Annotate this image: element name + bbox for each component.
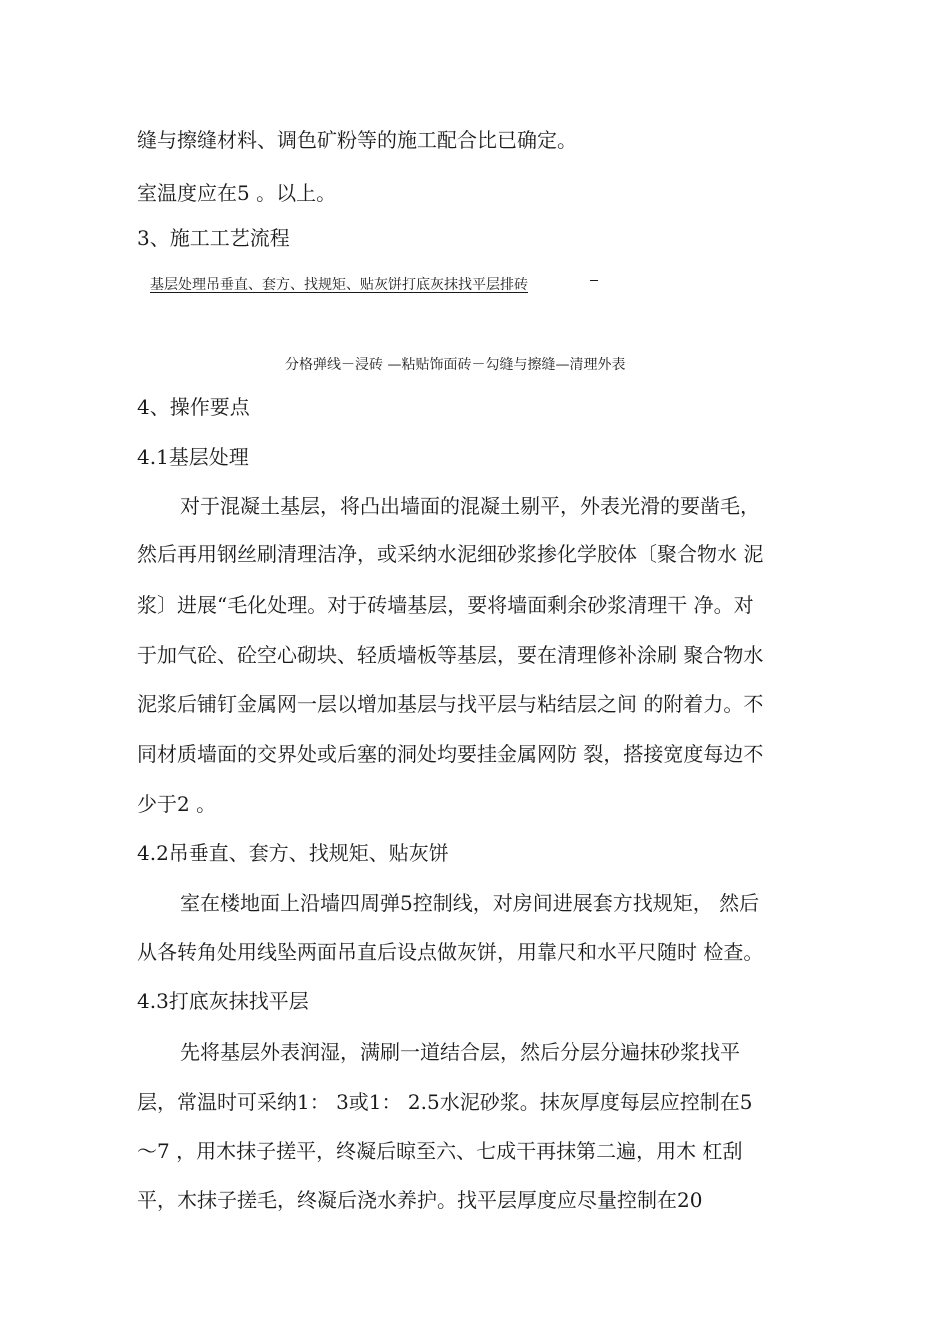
paragraph-line: 然后再用钢丝刷清理洁净，或采纳水泥细砂浆掺化学胶体〔聚合物水 泥 [137,542,764,566]
paragraph-line: 平，木抹子搓毛，终凝后浇水养护。找平层厚度应尽量控制在20 [137,1188,703,1212]
paragraph-line: 泥浆后铺钉金属网一层以增加基层与找平层与粘结层之间 的附着力。不 [137,692,764,716]
text-line: 缝与擦缝材料、调色矿粉等的施工配合比已确定。 [137,128,577,152]
section-heading: 3、施工工艺流程 [137,226,290,250]
subsection-heading: 4.2吊垂直、套方、找规矩、贴灰饼 [137,841,449,865]
process-flow-line-1: 基层处理吊垂直、套方、找规矩、贴灰饼打底灰抹找平层排砖 [150,277,528,293]
paragraph-line: 层，常温时可采纳1： 3或1： 2.5水泥砂浆。抹灰厚度每层应控制在5 [137,1090,753,1114]
paragraph-line: 少于2 。 [137,792,217,816]
paragraph-line: 室在楼地面上沿墙四周弹5控制线，对房间进展套方找规矩， 然后 [180,891,760,915]
section-heading: 4、操作要点 [137,395,250,419]
subsection-heading: 4.3打底灰抹找平层 [137,989,309,1013]
text-line: 室温度应在5 。以上。 [137,181,337,205]
paragraph-line: 同材质墙面的交界处或后塞的洞处均要挂金属网防 裂，搭接宽度每边不 [137,742,764,766]
paragraph-line: 对于混凝土基层，将凸出墙面的混凝土剔平，外表光滑的要凿毛， [180,494,760,518]
paragraph-line: 于加气砼、砼空心砌块、轻质墙板等基层，要在清理修补涂刷 聚合物水 [137,643,764,667]
paragraph-line: 从各转角处用线坠两面吊直后设点做灰饼，用靠尺和水平尺随时 检查。 [137,940,764,964]
paragraph-line: 浆〕进展“毛化处理。对于砖墙基层，要将墙面剩余砂浆清理干 净。对 [137,593,754,617]
flow-underline-tail [590,280,598,281]
subsection-heading: 4.1基层处理 [137,445,249,469]
process-flow-line-2: 分格弹线－浸砖 —粘贴饰面砖－勾缝与擦缝—清理外表 [285,357,626,373]
paragraph-line: 〜7 ，用木抹子搓平，终凝后晾至六、七成干再抹第二遍，用木 杠刮 [137,1139,743,1163]
paragraph-line: 先将基层外表润湿，满刷一道结合层，然后分层分遍抹砂浆找平 [180,1040,740,1064]
